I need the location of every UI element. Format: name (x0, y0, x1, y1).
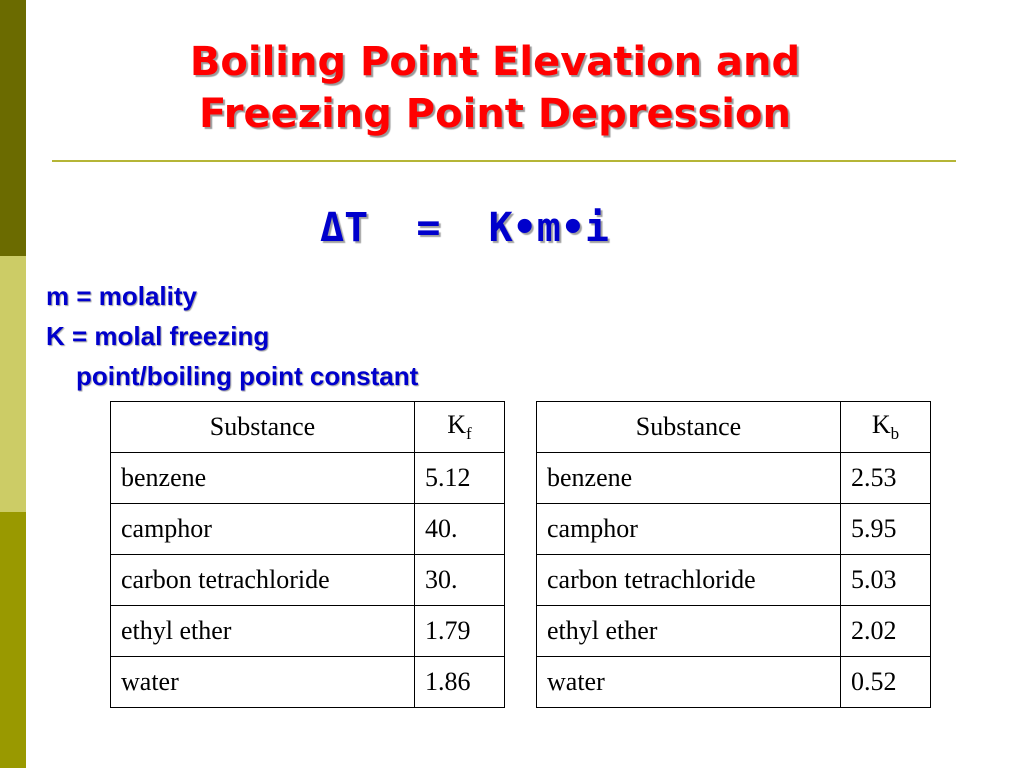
table-row (111, 453, 505, 504)
table-row (111, 606, 505, 657)
substance-cell: camphor (111, 504, 415, 555)
table-header-row (111, 402, 505, 453)
table-row (537, 606, 931, 657)
value-cell: 5.12 (415, 453, 505, 504)
value-cell: 40. (415, 504, 505, 555)
value-cell: 0.52 (841, 657, 931, 708)
value-cell: 1.86 (415, 657, 505, 708)
substance-cell: benzene (537, 453, 841, 504)
header-k-subscript: b (890, 424, 900, 444)
sidebar-segment-top (0, 0, 26, 256)
substance-cell: carbon tetrachloride (537, 555, 841, 606)
substance-cell: ethyl ether (537, 606, 841, 657)
substance-cell: water (537, 657, 841, 708)
slide-sidebar (0, 0, 26, 768)
substance-cell: carbon tetrachloride (111, 555, 415, 606)
definition-constant: K = molal freezing (46, 321, 270, 351)
substance-cell: camphor (537, 504, 841, 555)
value-cell: 2.53 (841, 453, 931, 504)
title-line-1: Boiling Point Elevation and (189, 39, 801, 85)
definitions (46, 276, 418, 396)
value-cell: 5.03 (841, 555, 931, 606)
header-k-symbol: K (447, 409, 467, 439)
header-k-symbol: K (871, 409, 891, 439)
table-row (111, 504, 505, 555)
value-cell: 30. (415, 555, 505, 606)
substance-cell: water (111, 657, 415, 708)
table-row (537, 453, 931, 504)
table-row (537, 504, 931, 555)
value-cell: 5.95 (841, 504, 931, 555)
value-cell: 1.79 (415, 606, 505, 657)
header-k-subscript: f (466, 424, 472, 444)
title-divider (52, 160, 956, 162)
table-row (537, 657, 931, 708)
header-kb (841, 402, 931, 453)
substance-cell: benzene (111, 453, 415, 504)
table-row (537, 555, 931, 606)
definition-molality: m = molality (46, 281, 197, 311)
header-substance: Substance (537, 402, 841, 453)
sidebar-segment-bottom (0, 512, 26, 768)
substance-cell: ethyl ether (111, 606, 415, 657)
boiling-constant-table (536, 401, 931, 708)
header-substance: Substance (111, 402, 415, 453)
table-row (111, 555, 505, 606)
definition-constant-continued: point/boiling point constant (76, 361, 419, 391)
header-kf (415, 402, 505, 453)
slide-title (60, 36, 930, 140)
sidebar-segment-middle (0, 256, 26, 512)
freezing-constant-table (110, 401, 505, 708)
delta-t-equation: ΔT = K•m•i (320, 205, 609, 251)
value-cell: 2.02 (841, 606, 931, 657)
title-line-2: Freezing Point Depression (199, 91, 791, 137)
table-header-row (537, 402, 931, 453)
table-row (111, 657, 505, 708)
